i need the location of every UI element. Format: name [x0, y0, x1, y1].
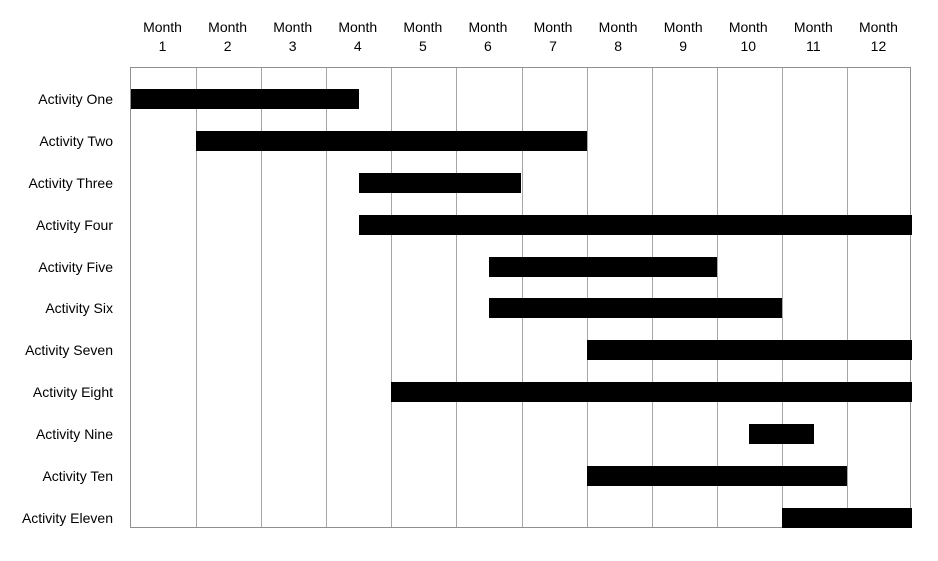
activity-label: Activity Eleven	[21, 510, 113, 526]
activity-label: Activity Three	[28, 174, 113, 191]
month-label-word: Month	[208, 19, 248, 35]
month-label-word: Month	[663, 19, 703, 35]
month-label	[453, 18, 523, 56]
gantt-bar	[359, 215, 912, 235]
month-label-word: Month	[728, 19, 768, 35]
month-label-word: Month	[273, 19, 313, 35]
month-label-word: Month	[533, 19, 573, 35]
month-label-word: Month	[468, 19, 508, 35]
month-label-word: Month	[793, 19, 833, 35]
gantt-bar	[782, 508, 912, 528]
month-label-number: 9	[679, 38, 688, 54]
activity-label: Activity Nine	[35, 426, 113, 443]
month-label	[778, 18, 848, 56]
gantt-bar	[489, 298, 782, 318]
activity-label: Activity Four	[35, 216, 113, 233]
month-label-word: Month	[858, 19, 898, 35]
month-label-number: 1	[158, 38, 167, 54]
activity-label: Activity One	[38, 90, 113, 107]
month-label-number: 8	[614, 38, 623, 54]
gantt-bar	[391, 382, 912, 402]
month-label	[648, 18, 718, 56]
month-label-number: 4	[353, 38, 362, 54]
month-gridline	[782, 68, 783, 527]
month-label-number: 6	[484, 38, 492, 54]
month-label-number: 7	[549, 38, 557, 54]
month-label-word: Month	[403, 19, 443, 35]
month-label	[258, 18, 328, 56]
month-label	[713, 18, 783, 56]
month-label	[323, 18, 393, 56]
activity-label: Activity Six	[45, 300, 113, 317]
month-label	[388, 18, 458, 56]
month-label-number: 11	[806, 38, 821, 54]
gantt-bar	[489, 257, 717, 277]
month-label-number: 3	[288, 38, 297, 54]
gantt-bar	[131, 89, 359, 109]
gantt-bar	[359, 173, 522, 193]
month-label	[128, 18, 198, 56]
activity-label: Activity Eight	[32, 384, 113, 401]
activity-label: Activity Two	[39, 132, 113, 149]
gantt-bar	[587, 466, 847, 486]
plot-area	[130, 67, 911, 528]
month-label-word: Month	[143, 19, 182, 35]
month-label	[843, 18, 913, 56]
gantt-bar	[749, 424, 814, 444]
month-label	[518, 18, 588, 56]
gantt-bar	[587, 340, 912, 360]
month-gridline	[847, 68, 848, 527]
month-label-number: 2	[223, 38, 232, 54]
month-label-word: Month	[598, 19, 638, 35]
month-label-number: 5	[418, 38, 427, 54]
month-label	[583, 18, 653, 56]
activity-label: Activity Five	[38, 258, 113, 275]
month-label	[193, 18, 263, 56]
activity-label: Activity Seven	[25, 342, 113, 359]
activity-label: Activity Ten	[42, 468, 113, 485]
month-label-number: 12	[870, 38, 887, 54]
month-label-word: Month	[338, 19, 378, 35]
gantt-bar	[196, 131, 587, 151]
month-label-number: 10	[740, 38, 757, 54]
